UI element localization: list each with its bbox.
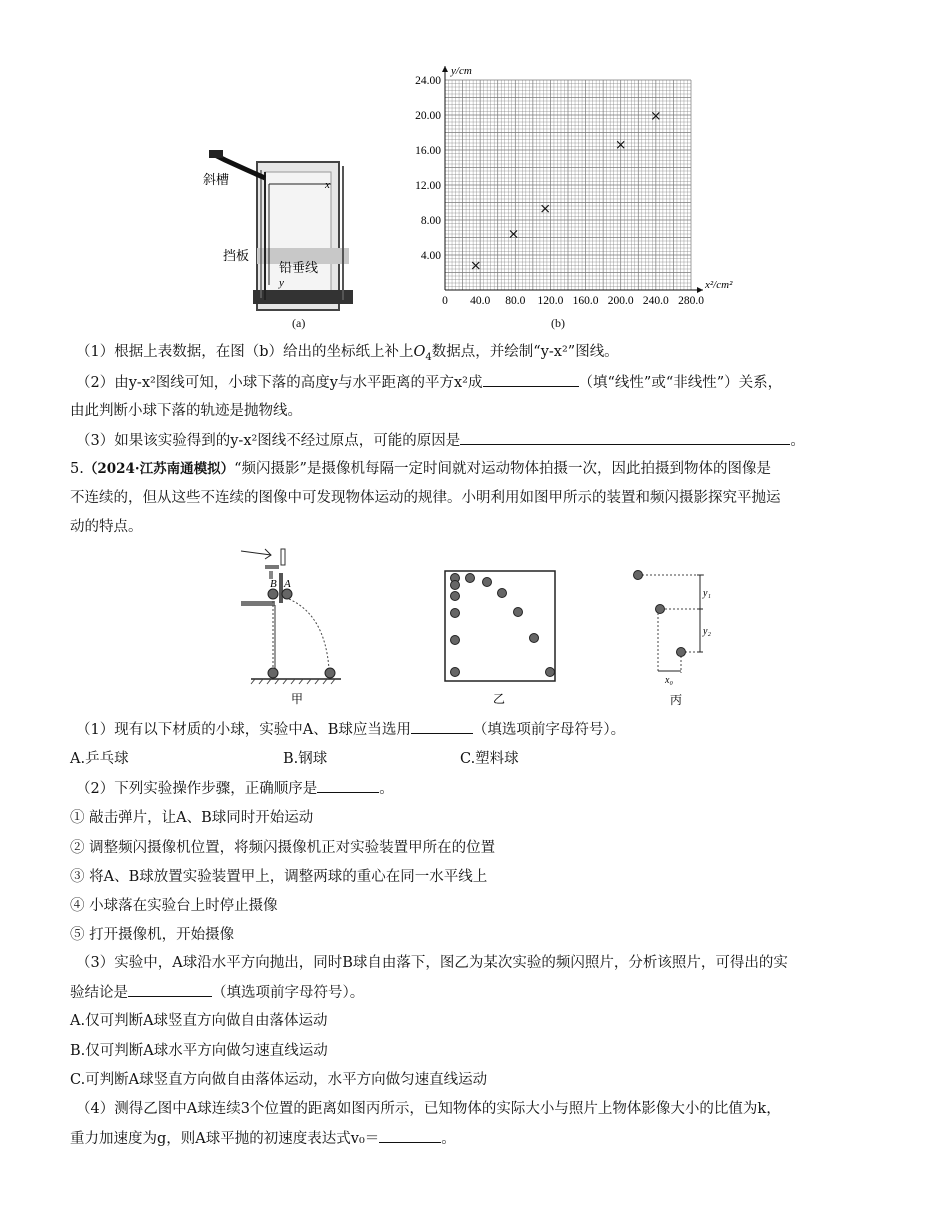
- q4-part2-cont: 由此判断小球下落的轨迹是抛物线。: [70, 403, 302, 419]
- fig-jia-label-B: B: [270, 578, 277, 590]
- q5-intro-3: 动的特点。: [70, 519, 143, 535]
- figure-bing: [628, 565, 728, 710]
- q5-s3-option-c[interactable]: C.可判断A球竖直方向做自由落体运动，水平方向做匀速直线运动: [70, 1072, 488, 1088]
- figure-yi: [440, 568, 560, 708]
- chart-x-tick: 240.0: [642, 295, 669, 307]
- figure-b-chart: [395, 55, 765, 325]
- chart-y-tick: 12.00: [415, 180, 441, 192]
- chart-x-tick: 200.0: [607, 295, 634, 307]
- q5-blank-3[interactable]: [128, 982, 212, 997]
- q5-step-5: ⑤ 打开摄像机，开始摄像: [70, 927, 235, 943]
- q5-sub4-a: （4）测得乙图中A球连续3个位置的距离如图丙所示，已知物体的实际大小与照片上物体影像大小的比值为k，: [76, 1101, 781, 1117]
- fig-a-axis-y: y: [279, 277, 284, 289]
- q4-part2: （2）由y-x²图线可知，小球下落的高度y与水平距离的平方x²成 （填“线性”或“非线性”）关系，: [76, 372, 782, 393]
- chart-x-tick: 80.0: [505, 295, 526, 307]
- q5-sub3-b: 验结论是 （填选项前字母符号）。: [70, 982, 364, 1003]
- fig-jia-label-A: A: [284, 578, 291, 590]
- chart-x-tick: 40.0: [470, 295, 491, 307]
- q5-s3-option-a[interactable]: A.仅可判断A球竖直方向做自由落体运动: [70, 1013, 328, 1029]
- fig-b-caption: (b): [551, 316, 565, 330]
- q4-part1: （1）根据上表数据，在图（b）给出的坐标纸上补上$O_4$数据点，并绘制“y-x²”图线。: [76, 344, 619, 363]
- figure-jia: [235, 545, 345, 705]
- q5-sub1-options: [70, 749, 519, 769]
- q5-step-1: ① 敲击弹片，让A、B球同时开始运动: [70, 810, 314, 826]
- q5-intro-1: 5.（2024·江苏南通模拟）“频闪摄影”是摄像机每隔一定时间就对运动物体拍摄一次，因此拍摄到物体的图像是: [70, 461, 771, 477]
- figure-a-apparatus: [195, 140, 365, 315]
- q5-s1-option-a[interactable]: A.乒乓球: [70, 751, 129, 767]
- chart-x-tick: 280.0: [678, 295, 704, 307]
- q4-part3: （3）如果该实验得到的y-x²图线不经过原点，可能的原因是 。: [76, 430, 805, 451]
- fig-bing-x0: x₀: [665, 675, 673, 686]
- chart-y-tick: 20.00: [415, 110, 441, 122]
- q5-step-4: ④ 小球落在实验台上时停止摄像: [70, 898, 278, 914]
- q5-sub3-a: （3）实验中，A球沿水平方向抛出，同时B球自由落下，图乙为某次实验的频闪照片，分析该照片，可得出的实: [76, 955, 788, 971]
- fig-a-label-chute: 斜槽: [203, 172, 230, 187]
- q5-s3-option-b[interactable]: B.仅可判断A球水平方向做匀速直线运动: [70, 1043, 328, 1059]
- q4-blank-2[interactable]: [460, 430, 790, 445]
- q4-blank-1[interactable]: [483, 372, 579, 387]
- chart-y-tick: 4.00: [420, 250, 441, 262]
- q5-step-2: ② 调整频闪摄像机位置，将频闪摄像机正对实验装置甲所在的位置: [70, 840, 496, 856]
- q5-sub1: （1）现有以下材质的小球，实验中A、B球应当选用 （填选项前字母符号）。: [76, 719, 625, 740]
- chart-y-label: y/cm: [451, 65, 472, 77]
- q5-intro-2: 不连续的，但从这些不连续的图像中可发现物体运动的规律。小明利用如图甲所示的装置和频闪摄影探究平抛运: [70, 490, 781, 506]
- chart-grid: [445, 80, 691, 290]
- q5-blank-2[interactable]: [317, 778, 379, 793]
- chart-x-label: x²/cm²: [705, 279, 733, 291]
- chart-x-tick: 120.0: [537, 295, 564, 307]
- fig-a-label-plumb: 铅垂线: [279, 260, 319, 275]
- chart-x-arrow: [697, 287, 703, 293]
- fig-a-axis-x: x: [325, 179, 330, 191]
- q5-s1-option-b[interactable]: B.钢球: [283, 751, 328, 767]
- chart-x-tick: 0: [442, 295, 448, 307]
- fig-jia-caption: 甲: [291, 692, 304, 705]
- q5-s1-option-c[interactable]: C.塑料球: [460, 751, 519, 767]
- q5-sub4-b: 重力加速度为g，则A球平抛的初速度表达式v₀＝ 。: [70, 1128, 456, 1149]
- q5-step-3: ③ 将A、B球放置实验装置甲上，调整两球的重心在同一水平线上: [70, 869, 488, 885]
- chart-y-tick: 24.00: [415, 75, 441, 87]
- fig-bing-caption: 丙: [670, 693, 683, 707]
- fig-yi-caption: 乙: [493, 692, 506, 706]
- chart-y-arrow: [442, 66, 448, 72]
- fig-a-caption: (a): [292, 316, 306, 330]
- q5-sub2: （2）下列实验操作步骤，正确顺序是 。: [76, 778, 394, 799]
- q5-blank-4[interactable]: [379, 1128, 441, 1143]
- q5-blank-1[interactable]: [411, 719, 473, 734]
- fig-bing-y1: y₁: [703, 588, 711, 599]
- chart-y-tick: 16.00: [415, 145, 441, 157]
- chart-x-tick: 160.0: [572, 295, 599, 307]
- fig-a-label-baffle: 挡板: [223, 248, 250, 263]
- chart-y-tick: 8.00: [420, 215, 441, 227]
- fig-bing-y2: y₂: [703, 626, 711, 637]
